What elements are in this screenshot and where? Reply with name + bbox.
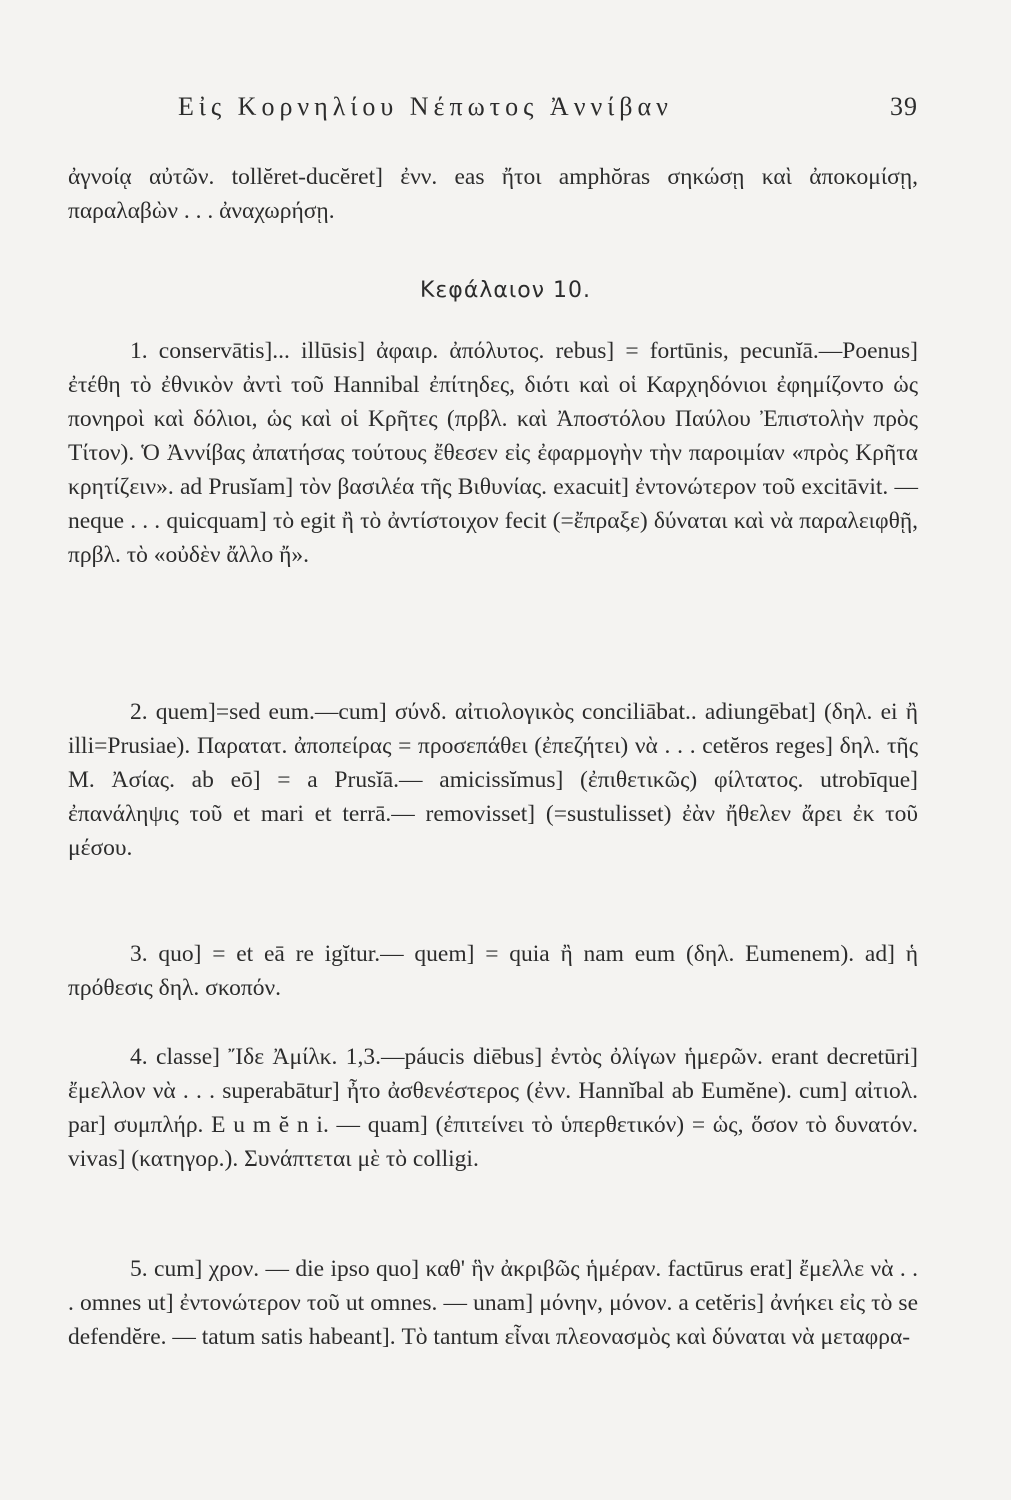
paragraph-text: 5. cum] χρον. — die ipso quo] καθ' ἣν ἀκριβῶς ἡμέραν. factūrus erat] ἔμελλε νὰ . . . omnes ut] ἐντονώτερον τοῦ ut omnes. — unam] μόνην, μόνον. a cetĕris] ἀνήκει εἰς τὸ se defendĕre. — tatum satis habeant]. Τὸ tantum εἶναι πλεονασμὸς καὶ δύναται νὰ μεταφρα- [68,1256,918,1350]
chapter-heading: Κεφάλαιον 10. [419,278,592,303]
paragraph-5 [68,1252,918,1354]
paragraph-3 [68,937,918,1005]
paragraph-2 [68,695,918,865]
intro-block [68,160,918,228]
intro-text: ἀγνοίᾳ αὐτῶν. tollĕret-ducĕret] ἐνν. eas ἤτοι amphŏras σηκώσῃ καὶ ἀποκομίσῃ, παραλαβὼν . . . ἀναχωρήσῃ. [68,164,918,224]
paragraph-1 [68,334,918,572]
paragraph-text: 3. quo] = et eā re igĭtur.— quem] = quia ἢ nam eum (δηλ. Eumenem). ad] ἡ πρόθεσις δηλ. σκοπόν. [68,941,918,1001]
paragraph-4 [68,1040,918,1176]
page-number: 39 [890,92,918,121]
running-head [178,92,918,132]
running-title: Εἰς Κορνηλίου Νέπωτος Ἀννίβαν [178,92,673,121]
paragraph-text: 1. conservātis]... illūsis] ἀφαιρ. ἀπόλυτος. rebus] = fortūnis, pecunĭā.—Poenus] ἐτέθη τὸ ἐθνικὸν ἀντὶ τοῦ Hannibal ἐπίτηδες, διότι καὶ οἱ Καρχηδόνιοι ἐφημίζοντο ὡς πονηροὶ καὶ δόλιοι, ὡς καὶ οἱ Κρῆτες (πρβλ. καὶ Ἀποστόλου Παύλου Ἐπιστολὴν πρὸς Τίτον). Ὁ Ἀννίβας ἀπατήσας τούτους ἔθεσεν εἰς ἐφαρμογὴν τὴν παροιμίαν «πρὸς Κρῆτα κρητίζειν». ad Prusĭam] τὸν βασιλέα τῆς Βιθυνίας. exacuit] ἐντονώτερον τοῦ excitāvit. — neque . . . quicquam] τὸ egit ἢ τὸ ἀντίστοιχον fecit (=ἔπραξε) δύναται καὶ νὰ παραλειφθῇ, πρβλ. τὸ «οὐδὲν ἄλλο ἤ». [68,338,918,568]
paragraph-text: 2. quem]=sed eum.—cum] σύνδ. αἰτιολογικὸς conciliābat.. adiungēbat] (δηλ. ei ἢ illi=Prusiae). Παρατατ. ἀποπείρας = προσεπάθει (ἐπεζήτει) νὰ . . . cetĕros reges] δηλ. τῆς Μ. Ἀσίας. ab eō] = a Prusĭā.— amicissĭmus] (ἐπιθετικῶς) φίλτατος. utrobīque] ἐπανάληψις τοῦ et mari et terrā.— removisset] (=sustulisset) ἐὰν ἤθελεν ἄρει ἐκ τοῦ μέσου. [68,699,918,861]
paragraph-text: 4. classe] Ἴδε Ἀμίλκ. 1,3.—páucis diēbus] ἐντὸς ὀλίγων ἡμερῶν. erant decretūri] ἔμελλον νὰ . . . superabātur] ἦτο ἀσθενέστερος (ἐνν. Hannĭbal ab Eumĕne). cum] αἰτιολ. par] συμπλήρ. E u m ĕ n i. — quam] (ἐπιτείνει τὸ ὑπερθετικόν) = ὡς, ὅσον τὸ δυνατόν. vivas] (κατηγορ.). Συνάπτεται μὲ τὸ colligi. [68,1044,918,1172]
